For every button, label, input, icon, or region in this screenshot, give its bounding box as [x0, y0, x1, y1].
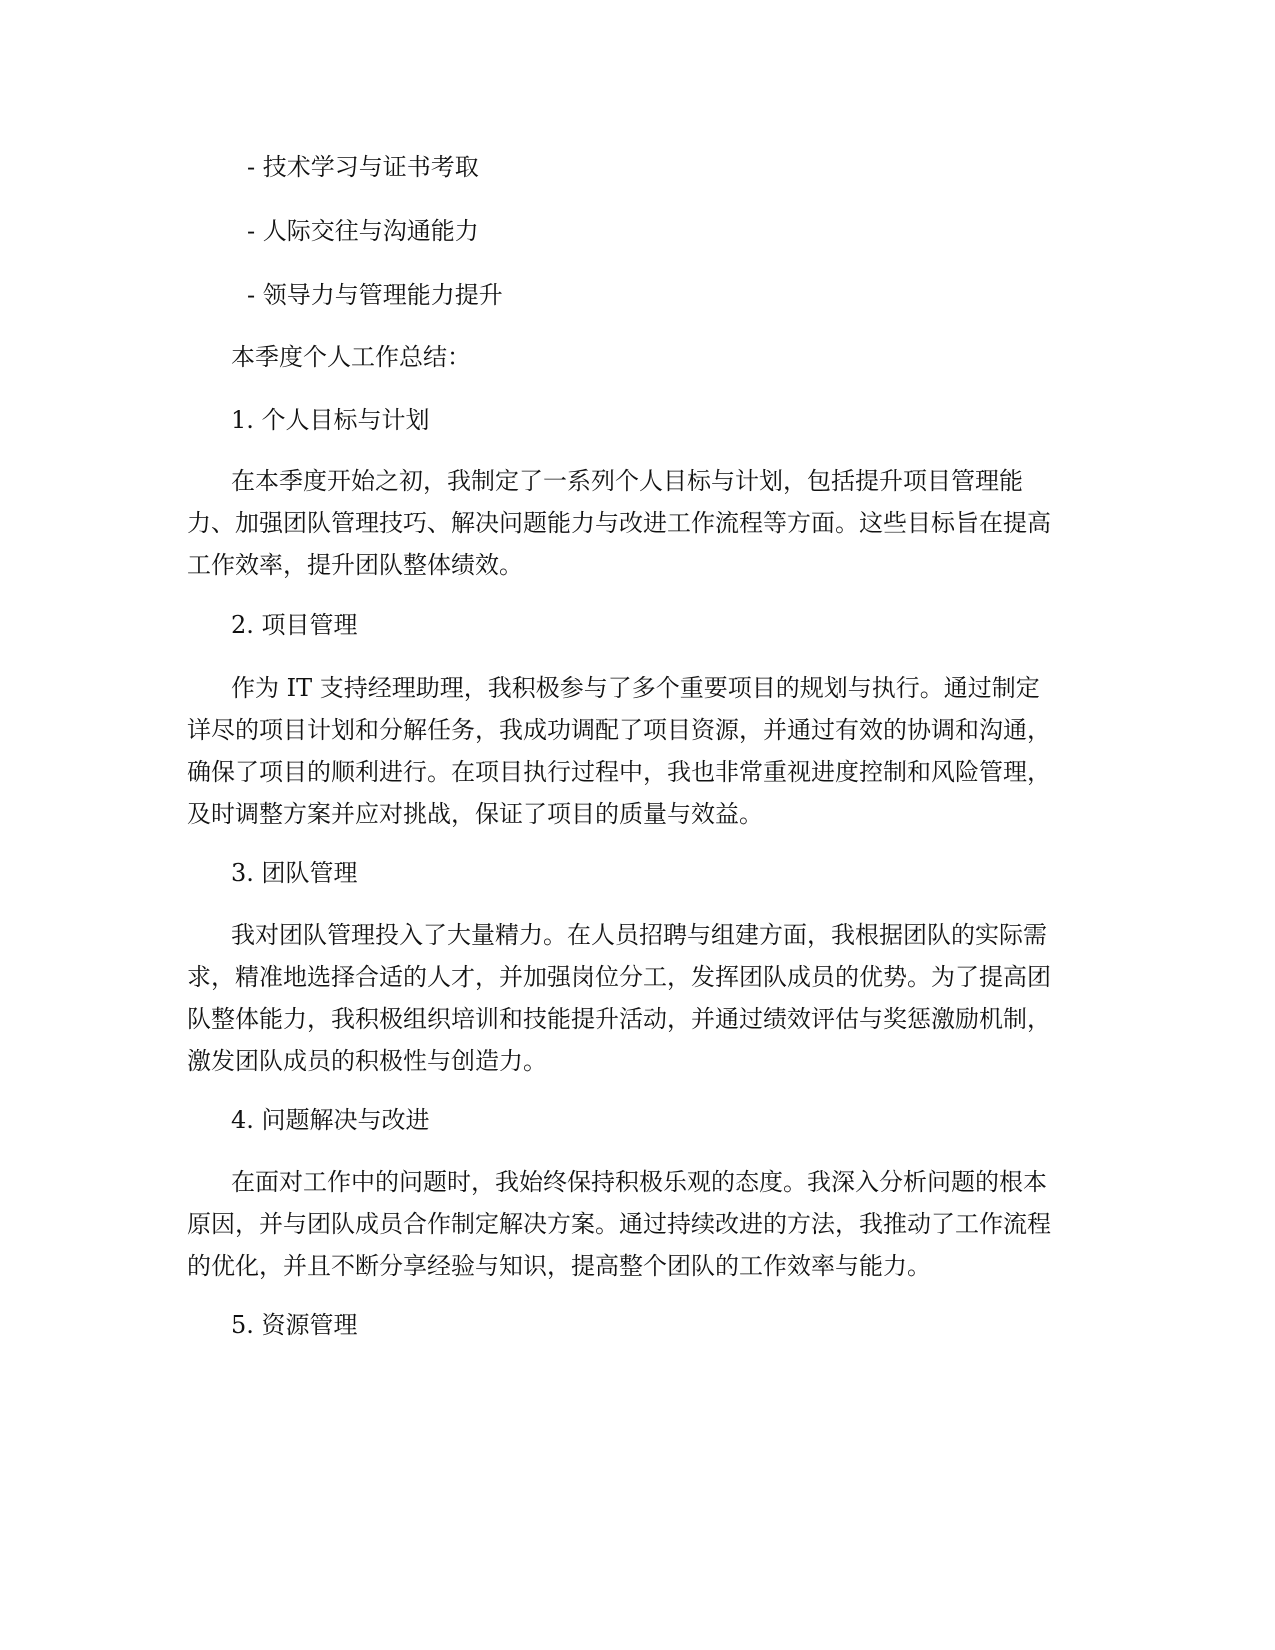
paragraph-line: 在本季度开始之初，我制定了一系列个人目标与计划，包括提升项目管理能 [231, 467, 1023, 495]
section-heading: 3. 团队管理 [231, 859, 358, 887]
bullet-item: - 人际交往与沟通能力 [247, 217, 479, 245]
paragraph-line: 的优化，并且不断分享经验与知识，提高整个团队的工作效率与能力。 [187, 1252, 931, 1280]
paragraph-line: 原因，并与团队成员合作制定解决方案。通过持续改进的方法，我推动了工作流程 [187, 1210, 1051, 1238]
paragraph-line: 工作效率，提升团队整体绩效。 [187, 551, 523, 579]
paragraph-line: 求，精准地选择合适的人才，并加强岗位分工，发挥团队成员的优势。为了提高团 [187, 963, 1051, 991]
paragraph-line: 在面对工作中的问题时，我始终保持积极乐观的态度。我深入分析问题的根本 [231, 1168, 1047, 1196]
paragraph-line: 队整体能力，我积极组织培训和技能提升活动，并通过绩效评估与奖惩激励机制， [187, 1005, 1051, 1033]
paragraph-line: 我对团队管理投入了大量精力。在人员招聘与组建方面，我根据团队的实际需 [231, 921, 1047, 949]
bullet-item: - 技术学习与证书考取 [247, 153, 479, 181]
summary-heading: 本季度个人工作总结： [231, 343, 471, 371]
paragraph-line: 详尽的项目计划和分解任务，我成功调配了项目资源，并通过有效的协调和沟通， [187, 716, 1051, 744]
paragraph-line: 作为 IT 支持经理助理，我积极参与了多个重要项目的规划与执行。通过制定 [231, 674, 1040, 702]
section-heading: 1. 个人目标与计划 [231, 406, 430, 434]
paragraph-line: 力、加强团队管理技巧、解决问题能力与改进工作流程等方面。这些目标旨在提高 [187, 509, 1051, 537]
paragraph-line: 确保了项目的顺利进行。在项目执行过程中，我也非常重视进度控制和风险管理， [187, 758, 1051, 786]
section-heading: 2. 项目管理 [231, 611, 358, 639]
paragraph-line: 激发团队成员的积极性与创造力。 [187, 1047, 547, 1075]
section-heading: 4. 问题解决与改进 [231, 1106, 430, 1134]
bullet-item: - 领导力与管理能力提升 [247, 281, 503, 309]
paragraph-line: 及时调整方案并应对挑战，保证了项目的质量与效益。 [187, 800, 763, 828]
section-heading: 5. 资源管理 [231, 1311, 358, 1339]
